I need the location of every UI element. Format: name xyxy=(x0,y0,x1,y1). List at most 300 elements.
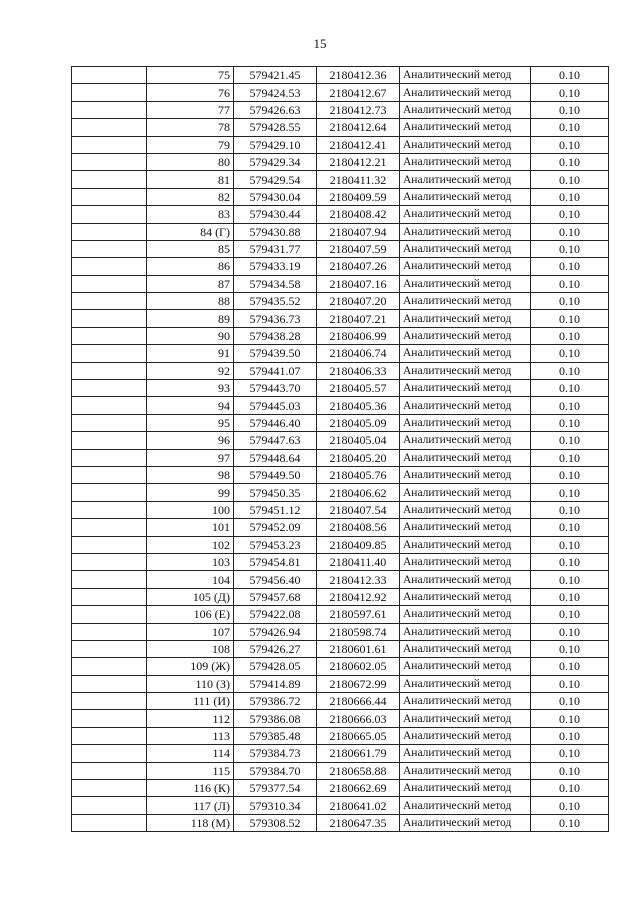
method-cell: Аналитический метод xyxy=(400,67,531,84)
x-coordinate-cell: 579386.08 xyxy=(234,710,317,727)
point-number-cell: 83 xyxy=(147,206,234,223)
point-number-cell: 102 xyxy=(147,536,234,553)
table-row xyxy=(72,623,609,640)
empty-cell xyxy=(72,153,147,170)
method-cell: Аналитический метод xyxy=(400,101,531,118)
x-coordinate-cell: 579421.45 xyxy=(234,67,317,84)
table-row xyxy=(72,553,609,570)
precision-cell: 0.10 xyxy=(531,640,609,657)
y-coordinate-cell: 2180407.94 xyxy=(317,223,400,240)
y-coordinate-cell: 2180405.36 xyxy=(317,397,400,414)
empty-cell xyxy=(72,101,147,118)
method-cell: Аналитический метод xyxy=(400,623,531,640)
y-coordinate-cell: 2180406.62 xyxy=(317,484,400,501)
point-number-cell: 77 xyxy=(147,101,234,118)
method-cell: Аналитический метод xyxy=(400,710,531,727)
y-coordinate-cell: 2180407.21 xyxy=(317,310,400,327)
point-number-cell: 117 (Л) xyxy=(147,797,234,814)
empty-cell xyxy=(72,293,147,310)
point-number-cell: 104 xyxy=(147,571,234,588)
method-cell: Аналитический метод xyxy=(400,258,531,275)
x-coordinate-cell: 579448.64 xyxy=(234,449,317,466)
empty-cell xyxy=(72,501,147,518)
empty-cell xyxy=(72,588,147,605)
precision-cell: 0.10 xyxy=(531,188,609,205)
precision-cell: 0.10 xyxy=(531,710,609,727)
table-row xyxy=(72,501,609,518)
x-coordinate-cell: 579454.81 xyxy=(234,553,317,570)
empty-cell xyxy=(72,484,147,501)
x-coordinate-cell: 579457.68 xyxy=(234,588,317,605)
y-coordinate-cell: 2180598.74 xyxy=(317,623,400,640)
method-cell: Аналитический метод xyxy=(400,658,531,675)
empty-cell xyxy=(72,780,147,797)
precision-cell: 0.10 xyxy=(531,588,609,605)
empty-cell xyxy=(72,362,147,379)
method-cell: Аналитический метод xyxy=(400,414,531,431)
table-row xyxy=(72,571,609,588)
precision-cell: 0.10 xyxy=(531,223,609,240)
y-coordinate-cell: 2180412.73 xyxy=(317,101,400,118)
empty-cell xyxy=(72,623,147,640)
method-cell: Аналитический метод xyxy=(400,640,531,657)
empty-cell xyxy=(72,640,147,657)
x-coordinate-cell: 579426.63 xyxy=(234,101,317,118)
y-coordinate-cell: 2180408.42 xyxy=(317,206,400,223)
empty-cell xyxy=(72,675,147,692)
method-cell: Аналитический метод xyxy=(400,484,531,501)
table-row xyxy=(72,84,609,101)
y-coordinate-cell: 2180408.56 xyxy=(317,519,400,536)
method-cell: Аналитический метод xyxy=(400,675,531,692)
x-coordinate-cell: 579384.70 xyxy=(234,762,317,779)
point-number-cell: 97 xyxy=(147,449,234,466)
precision-cell: 0.10 xyxy=(531,484,609,501)
table-row xyxy=(72,380,609,397)
method-cell: Аналитический метод xyxy=(400,240,531,257)
y-coordinate-cell: 2180411.40 xyxy=(317,553,400,570)
point-number-cell: 101 xyxy=(147,519,234,536)
y-coordinate-cell: 2180602.05 xyxy=(317,658,400,675)
point-number-cell: 105 (Д) xyxy=(147,588,234,605)
empty-cell xyxy=(72,658,147,675)
y-coordinate-cell: 2180406.74 xyxy=(317,345,400,362)
point-number-cell: 107 xyxy=(147,623,234,640)
point-number-cell: 106 (Е) xyxy=(147,606,234,623)
method-cell: Аналитический метод xyxy=(400,814,531,831)
table-row xyxy=(72,397,609,414)
x-coordinate-cell: 579429.34 xyxy=(234,153,317,170)
table-row xyxy=(72,119,609,136)
empty-cell xyxy=(72,136,147,153)
x-coordinate-cell: 579438.28 xyxy=(234,327,317,344)
table-row xyxy=(72,310,609,327)
point-number-cell: 75 xyxy=(147,67,234,84)
empty-cell xyxy=(72,380,147,397)
precision-cell: 0.10 xyxy=(531,84,609,101)
point-number-cell: 79 xyxy=(147,136,234,153)
y-coordinate-cell: 2180412.36 xyxy=(317,67,400,84)
table-row xyxy=(72,345,609,362)
y-coordinate-cell: 2180412.33 xyxy=(317,571,400,588)
table-row xyxy=(72,153,609,170)
precision-cell: 0.10 xyxy=(531,762,609,779)
table-row xyxy=(72,675,609,692)
y-coordinate-cell: 2180597.61 xyxy=(317,606,400,623)
precision-cell: 0.10 xyxy=(531,797,609,814)
point-number-cell: 88 xyxy=(147,293,234,310)
empty-cell xyxy=(72,553,147,570)
point-number-cell: 78 xyxy=(147,119,234,136)
method-cell: Аналитический метод xyxy=(400,345,531,362)
empty-cell xyxy=(72,188,147,205)
method-cell: Аналитический метод xyxy=(400,693,531,710)
precision-cell: 0.10 xyxy=(531,171,609,188)
empty-cell xyxy=(72,258,147,275)
y-coordinate-cell: 2180661.79 xyxy=(317,745,400,762)
table-row xyxy=(72,136,609,153)
table-row xyxy=(72,745,609,762)
method-cell: Аналитический метод xyxy=(400,223,531,240)
method-cell: Аналитический метод xyxy=(400,588,531,605)
precision-cell: 0.10 xyxy=(531,119,609,136)
x-coordinate-cell: 579439.50 xyxy=(234,345,317,362)
point-number-cell: 111 (И) xyxy=(147,693,234,710)
precision-cell: 0.10 xyxy=(531,206,609,223)
point-number-cell: 76 xyxy=(147,84,234,101)
precision-cell: 0.10 xyxy=(531,432,609,449)
point-number-cell: 100 xyxy=(147,501,234,518)
method-cell: Аналитический метод xyxy=(400,606,531,623)
empty-cell xyxy=(72,67,147,84)
table-row xyxy=(72,797,609,814)
y-coordinate-cell: 2180601.61 xyxy=(317,640,400,657)
point-number-cell: 114 xyxy=(147,745,234,762)
table-row xyxy=(72,710,609,727)
y-coordinate-cell: 2180412.64 xyxy=(317,119,400,136)
method-cell: Аналитический метод xyxy=(400,432,531,449)
table-row xyxy=(72,101,609,118)
x-coordinate-cell: 579430.44 xyxy=(234,206,317,223)
precision-cell: 0.10 xyxy=(531,101,609,118)
x-coordinate-cell: 579386.72 xyxy=(234,693,317,710)
x-coordinate-cell: 579414.89 xyxy=(234,675,317,692)
precision-cell: 0.10 xyxy=(531,67,609,84)
point-number-cell: 93 xyxy=(147,380,234,397)
x-coordinate-cell: 579384.73 xyxy=(234,745,317,762)
x-coordinate-cell: 579445.03 xyxy=(234,397,317,414)
coordinates-table-body xyxy=(72,67,609,832)
y-coordinate-cell: 2180411.32 xyxy=(317,171,400,188)
point-number-cell: 110 (З) xyxy=(147,675,234,692)
point-number-cell: 89 xyxy=(147,310,234,327)
table-row xyxy=(72,484,609,501)
x-coordinate-cell: 579424.53 xyxy=(234,84,317,101)
method-cell: Аналитический метод xyxy=(400,536,531,553)
method-cell: Аналитический метод xyxy=(400,553,531,570)
precision-cell: 0.10 xyxy=(531,449,609,466)
empty-cell xyxy=(72,519,147,536)
table-row xyxy=(72,693,609,710)
y-coordinate-cell: 2180407.26 xyxy=(317,258,400,275)
coordinates-table xyxy=(71,66,609,832)
precision-cell: 0.10 xyxy=(531,397,609,414)
x-coordinate-cell: 579430.88 xyxy=(234,223,317,240)
point-number-cell: 82 xyxy=(147,188,234,205)
y-coordinate-cell: 2180405.57 xyxy=(317,380,400,397)
point-number-cell: 81 xyxy=(147,171,234,188)
table-row xyxy=(72,414,609,431)
x-coordinate-cell: 579426.94 xyxy=(234,623,317,640)
x-coordinate-cell: 579428.05 xyxy=(234,658,317,675)
precision-cell: 0.10 xyxy=(531,693,609,710)
y-coordinate-cell: 2180406.33 xyxy=(317,362,400,379)
point-number-cell: 112 xyxy=(147,710,234,727)
x-coordinate-cell: 579456.40 xyxy=(234,571,317,588)
precision-cell: 0.10 xyxy=(531,380,609,397)
point-number-cell: 116 (К) xyxy=(147,780,234,797)
empty-cell xyxy=(72,119,147,136)
method-cell: Аналитический метод xyxy=(400,519,531,536)
y-coordinate-cell: 2180407.54 xyxy=(317,501,400,518)
point-number-cell: 85 xyxy=(147,240,234,257)
method-cell: Аналитический метод xyxy=(400,327,531,344)
x-coordinate-cell: 579310.34 xyxy=(234,797,317,814)
point-number-cell: 92 xyxy=(147,362,234,379)
method-cell: Аналитический метод xyxy=(400,275,531,292)
method-cell: Аналитический метод xyxy=(400,501,531,518)
table-row xyxy=(72,588,609,605)
x-coordinate-cell: 579436.73 xyxy=(234,310,317,327)
table-row xyxy=(72,466,609,483)
table-row xyxy=(72,67,609,84)
page-number: 15 xyxy=(313,36,327,51)
precision-cell: 0.10 xyxy=(531,501,609,518)
point-number-cell: 95 xyxy=(147,414,234,431)
empty-cell xyxy=(72,797,147,814)
x-coordinate-cell: 579453.23 xyxy=(234,536,317,553)
point-number-cell: 115 xyxy=(147,762,234,779)
precision-cell: 0.10 xyxy=(531,571,609,588)
y-coordinate-cell: 2180405.20 xyxy=(317,449,400,466)
empty-cell xyxy=(72,606,147,623)
table-row xyxy=(72,327,609,344)
empty-cell xyxy=(72,745,147,762)
point-number-cell: 91 xyxy=(147,345,234,362)
point-number-cell: 108 xyxy=(147,640,234,657)
empty-cell xyxy=(72,206,147,223)
y-coordinate-cell: 2180665.05 xyxy=(317,727,400,744)
table-row xyxy=(72,780,609,797)
point-number-cell: 94 xyxy=(147,397,234,414)
x-coordinate-cell: 579433.19 xyxy=(234,258,317,275)
point-number-cell: 86 xyxy=(147,258,234,275)
precision-cell: 0.10 xyxy=(531,275,609,292)
point-number-cell: 98 xyxy=(147,466,234,483)
precision-cell: 0.10 xyxy=(531,466,609,483)
empty-cell xyxy=(72,171,147,188)
x-coordinate-cell: 579426.27 xyxy=(234,640,317,657)
y-coordinate-cell: 2180647.35 xyxy=(317,814,400,831)
empty-cell xyxy=(72,327,147,344)
method-cell: Аналитический метод xyxy=(400,362,531,379)
y-coordinate-cell: 2180409.85 xyxy=(317,536,400,553)
empty-cell xyxy=(72,432,147,449)
x-coordinate-cell: 579447.63 xyxy=(234,432,317,449)
x-coordinate-cell: 579308.52 xyxy=(234,814,317,831)
x-coordinate-cell: 579443.70 xyxy=(234,380,317,397)
empty-cell xyxy=(72,84,147,101)
table-row xyxy=(72,171,609,188)
point-number-cell: 84 (Г) xyxy=(147,223,234,240)
x-coordinate-cell: 579431.77 xyxy=(234,240,317,257)
empty-cell xyxy=(72,693,147,710)
method-cell: Аналитический метод xyxy=(400,119,531,136)
precision-cell: 0.10 xyxy=(531,553,609,570)
method-cell: Аналитический метод xyxy=(400,466,531,483)
precision-cell: 0.10 xyxy=(531,136,609,153)
precision-cell: 0.10 xyxy=(531,780,609,797)
precision-cell: 0.10 xyxy=(531,327,609,344)
method-cell: Аналитический метод xyxy=(400,571,531,588)
method-cell: Аналитический метод xyxy=(400,397,531,414)
precision-cell: 0.10 xyxy=(531,675,609,692)
precision-cell: 0.10 xyxy=(531,519,609,536)
empty-cell xyxy=(72,727,147,744)
precision-cell: 0.10 xyxy=(531,727,609,744)
table-row xyxy=(72,293,609,310)
precision-cell: 0.10 xyxy=(531,240,609,257)
y-coordinate-cell: 2180412.41 xyxy=(317,136,400,153)
precision-cell: 0.10 xyxy=(531,623,609,640)
table-row xyxy=(72,640,609,657)
y-coordinate-cell: 2180658.88 xyxy=(317,762,400,779)
empty-cell xyxy=(72,397,147,414)
method-cell: Аналитический метод xyxy=(400,136,531,153)
point-number-cell: 99 xyxy=(147,484,234,501)
table-row xyxy=(72,188,609,205)
empty-cell xyxy=(72,449,147,466)
empty-cell xyxy=(72,536,147,553)
method-cell: Аналитический метод xyxy=(400,449,531,466)
y-coordinate-cell: 2180412.92 xyxy=(317,588,400,605)
point-number-cell: 118 (М) xyxy=(147,814,234,831)
x-coordinate-cell: 579429.10 xyxy=(234,136,317,153)
table-row xyxy=(72,606,609,623)
table-row xyxy=(72,206,609,223)
method-cell: Аналитический метод xyxy=(400,310,531,327)
method-cell: Аналитический метод xyxy=(400,153,531,170)
y-coordinate-cell: 2180672.99 xyxy=(317,675,400,692)
y-coordinate-cell: 2180405.09 xyxy=(317,414,400,431)
method-cell: Аналитический метод xyxy=(400,762,531,779)
x-coordinate-cell: 579435.52 xyxy=(234,293,317,310)
table-row xyxy=(72,258,609,275)
table-row xyxy=(72,658,609,675)
method-cell: Аналитический метод xyxy=(400,797,531,814)
precision-cell: 0.10 xyxy=(531,414,609,431)
empty-cell xyxy=(72,710,147,727)
precision-cell: 0.10 xyxy=(531,745,609,762)
y-coordinate-cell: 2180407.59 xyxy=(317,240,400,257)
x-coordinate-cell: 579430.04 xyxy=(234,188,317,205)
table-row xyxy=(72,519,609,536)
x-coordinate-cell: 579451.12 xyxy=(234,501,317,518)
table-row xyxy=(72,536,609,553)
table-row xyxy=(72,275,609,292)
y-coordinate-cell: 2180666.03 xyxy=(317,710,400,727)
empty-cell xyxy=(72,814,147,831)
empty-cell xyxy=(72,571,147,588)
x-coordinate-cell: 579377.54 xyxy=(234,780,317,797)
table-row xyxy=(72,362,609,379)
method-cell: Аналитический метод xyxy=(400,380,531,397)
point-number-cell: 90 xyxy=(147,327,234,344)
precision-cell: 0.10 xyxy=(531,814,609,831)
table-row xyxy=(72,240,609,257)
y-coordinate-cell: 2180407.16 xyxy=(317,275,400,292)
table-row xyxy=(72,223,609,240)
precision-cell: 0.10 xyxy=(531,536,609,553)
precision-cell: 0.10 xyxy=(531,345,609,362)
x-coordinate-cell: 579422.08 xyxy=(234,606,317,623)
empty-cell xyxy=(72,345,147,362)
empty-cell xyxy=(72,310,147,327)
y-coordinate-cell: 2180406.99 xyxy=(317,327,400,344)
precision-cell: 0.10 xyxy=(531,258,609,275)
table-row xyxy=(72,727,609,744)
x-coordinate-cell: 579450.35 xyxy=(234,484,317,501)
empty-cell xyxy=(72,414,147,431)
point-number-cell: 113 xyxy=(147,727,234,744)
x-coordinate-cell: 579449.50 xyxy=(234,466,317,483)
y-coordinate-cell: 2180412.67 xyxy=(317,84,400,101)
y-coordinate-cell: 2180412.21 xyxy=(317,153,400,170)
empty-cell xyxy=(72,762,147,779)
precision-cell: 0.10 xyxy=(531,606,609,623)
table-row xyxy=(72,449,609,466)
x-coordinate-cell: 579452.09 xyxy=(234,519,317,536)
y-coordinate-cell: 2180662.69 xyxy=(317,780,400,797)
table-row xyxy=(72,814,609,831)
x-coordinate-cell: 579446.40 xyxy=(234,414,317,431)
precision-cell: 0.10 xyxy=(531,310,609,327)
method-cell: Аналитический метод xyxy=(400,206,531,223)
method-cell: Аналитический метод xyxy=(400,780,531,797)
method-cell: Аналитический метод xyxy=(400,293,531,310)
x-coordinate-cell: 579385.48 xyxy=(234,727,317,744)
point-number-cell: 80 xyxy=(147,153,234,170)
y-coordinate-cell: 2180405.76 xyxy=(317,466,400,483)
method-cell: Аналитический метод xyxy=(400,84,531,101)
x-coordinate-cell: 579441.07 xyxy=(234,362,317,379)
empty-cell xyxy=(72,466,147,483)
x-coordinate-cell: 579429.54 xyxy=(234,171,317,188)
precision-cell: 0.10 xyxy=(531,362,609,379)
table-row xyxy=(72,762,609,779)
empty-cell xyxy=(72,275,147,292)
method-cell: Аналитический метод xyxy=(400,727,531,744)
precision-cell: 0.10 xyxy=(531,153,609,170)
y-coordinate-cell: 2180409.59 xyxy=(317,188,400,205)
y-coordinate-cell: 2180407.20 xyxy=(317,293,400,310)
precision-cell: 0.10 xyxy=(531,293,609,310)
point-number-cell: 103 xyxy=(147,553,234,570)
precision-cell: 0.10 xyxy=(531,658,609,675)
x-coordinate-cell: 579434.58 xyxy=(234,275,317,292)
y-coordinate-cell: 2180666.44 xyxy=(317,693,400,710)
y-coordinate-cell: 2180641.02 xyxy=(317,797,400,814)
